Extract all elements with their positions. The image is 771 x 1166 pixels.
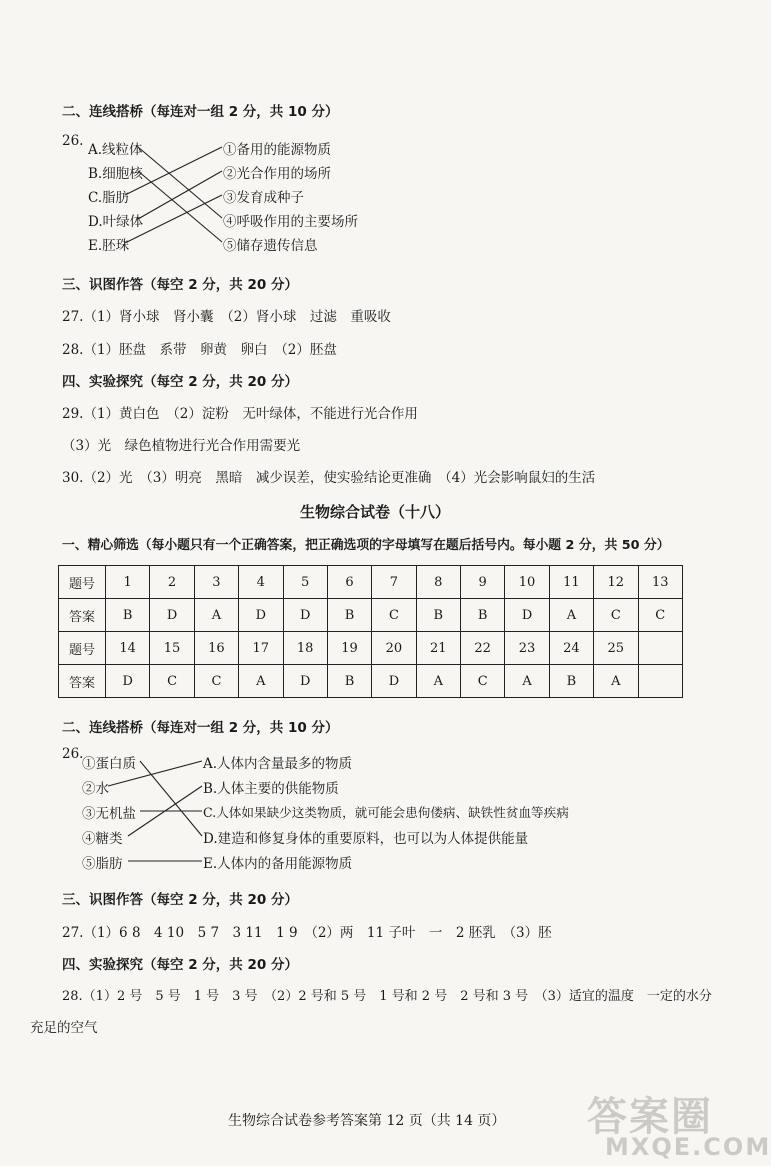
- link-sugar-to-b: [128, 786, 202, 836]
- table-cell: D: [239, 599, 283, 632]
- table-cell: D: [283, 599, 327, 632]
- match-left-a1: A.线粒体: [88, 142, 143, 158]
- table-cell: A: [194, 599, 238, 632]
- table-cell: 15: [150, 632, 194, 665]
- match-right-b1: A.人体内含量最多的物质: [203, 756, 353, 772]
- watermark-line1: 答案圈: [587, 1094, 713, 1140]
- table-cell: D: [106, 665, 150, 698]
- watermark-logo: [585, 1085, 771, 1165]
- match-left-b2: ②水: [82, 781, 109, 797]
- link-d-to-2: [138, 171, 222, 219]
- table-cell: 22: [461, 632, 505, 665]
- match-right-a4: ④呼吸作用的主要场所: [223, 214, 358, 230]
- table-cell: 3: [194, 566, 238, 599]
- match-left-a2: B.细胞核: [88, 166, 143, 182]
- match-right-b3: C.人体如果缺少这类物质，就可能会患佝偻病、缺铁性贫血等疾病: [203, 805, 569, 820]
- table-cell: A: [594, 665, 638, 698]
- table-cell: 12: [594, 566, 638, 599]
- table-cell: D: [150, 599, 194, 632]
- match-left-b1: ①蛋白质: [82, 756, 136, 772]
- table-cell: B: [416, 599, 460, 632]
- table-row: [59, 665, 683, 698]
- table-cell: 24: [549, 632, 593, 665]
- match-left-a5: E.胚珠: [88, 238, 130, 254]
- question-26-number-a: 26.: [62, 133, 84, 149]
- match-left-a3: C.脂肪: [88, 190, 130, 206]
- match-right-a2: ②光合作用的场所: [223, 166, 331, 182]
- match-right-a1: ①备用的能源物质: [223, 142, 331, 158]
- table-cell: B: [327, 599, 371, 632]
- table-row: [59, 566, 683, 599]
- match-left-b4: ④糖类: [82, 831, 123, 847]
- table-cell: 7: [372, 566, 416, 599]
- table-cell: 13: [638, 566, 683, 599]
- table-cell: 9: [461, 566, 505, 599]
- table-cell: B: [549, 665, 593, 698]
- table-cell: 8: [416, 566, 460, 599]
- table-cell: A: [416, 665, 460, 698]
- table-cell: 6: [327, 566, 371, 599]
- question-27-a: 27.（1）肾小球 肾小囊 （2）肾小球 过滤 重吸收: [62, 309, 391, 325]
- table-cell: [638, 665, 683, 698]
- table-cell: 10: [505, 566, 549, 599]
- table-cell: D: [283, 665, 327, 698]
- table-cell: 5: [283, 566, 327, 599]
- watermark-line2: MXQE.COM: [605, 1133, 771, 1161]
- table-cell: 2: [150, 566, 194, 599]
- row-label-answer: 答案: [59, 599, 106, 632]
- table-cell: 20: [372, 632, 416, 665]
- table-cell: C: [461, 665, 505, 698]
- table-cell: [638, 632, 683, 665]
- match-right-b5: E.人体内的备用能源物质: [203, 856, 353, 872]
- question-29-line2: （3）光 绿色植物进行光合作用需要光: [62, 438, 301, 454]
- matching-heading-b: 二、连线搭桥（每连对一组 2 分，共 10 分）: [62, 720, 339, 736]
- table-cell: C: [150, 665, 194, 698]
- table-cell: D: [372, 665, 416, 698]
- match-left-b5: ⑤脂肪: [82, 856, 123, 872]
- table-cell: 19: [327, 632, 371, 665]
- table-cell: 25: [594, 632, 638, 665]
- table-cell: 14: [106, 632, 150, 665]
- question-28-b-line2: 充足的空气: [30, 1020, 98, 1036]
- table-cell: A: [239, 665, 283, 698]
- experiment-heading-a: 四、实验探究（每空 2 分，共 20 分）: [62, 374, 298, 390]
- question-28-b-line1: 28.（1）2 号 5 号 1 号 3 号 （2）2 号和 5 号 1 号和 2 号 2 号和 3 号 （3）适宜的温度 一定的水分: [62, 989, 712, 1004]
- answer-table: [58, 565, 683, 698]
- table-cell: B: [327, 665, 371, 698]
- question-29-line1: 29.（1）黄白色 （2）淀粉 无叶绿体，不能进行光合作用: [62, 406, 418, 422]
- table-cell: 21: [416, 632, 460, 665]
- table-cell: 17: [239, 632, 283, 665]
- table-cell: 18: [283, 632, 327, 665]
- row-label-question: 题号: [59, 632, 106, 665]
- match-right-b4: D.建造和修复身体的重要原料，也可以为人体提供能量: [203, 831, 529, 847]
- row-label-question: 题号: [59, 566, 106, 599]
- question-28-a: 28.（1）胚盘 系带 卵黄 卵白 （2）胚盘: [62, 342, 337, 358]
- question-26-number-b: 26.: [62, 746, 84, 762]
- link-a1-to-4: [138, 147, 222, 218]
- table-cell: 4: [239, 566, 283, 599]
- match-left-a4: D.叶绿体: [88, 214, 144, 230]
- match-right-a3: ③发育成种子: [223, 190, 304, 206]
- question-30: 30.（2）光 （3）明亮 黑暗 减少误差，使实验结论更准确 （4）光会影响鼠妇的生活: [62, 470, 596, 486]
- table-cell: C: [194, 665, 238, 698]
- diagram-heading-a: 三、识图作答（每空 2 分，共 20 分）: [62, 277, 298, 293]
- table-cell: 16: [194, 632, 238, 665]
- page-footer: 生物综合试卷参考答案第 12 页（共 14 页）: [228, 1113, 506, 1129]
- table-cell: A: [549, 599, 593, 632]
- link-protein-to-d: [140, 761, 202, 836]
- choice-heading: 一、精心筛选（每小题只有一个正确答案，把正确选项的字母填写在题后括号内。每小题 2 分，共 50 分）: [62, 538, 670, 553]
- table-cell: 23: [505, 632, 549, 665]
- experiment-heading-b: 四、实验探究（每空 2 分，共 20 分）: [62, 957, 298, 973]
- table-cell: B: [461, 599, 505, 632]
- table-cell: B: [106, 599, 150, 632]
- table-row: [59, 632, 683, 665]
- table-cell: A: [505, 665, 549, 698]
- question-27-b: 27.（1）6 8 4 10 5 7 3 11 1 9 （2）两 11 子叶 一 2 胚乳 （3）胚: [62, 925, 552, 941]
- table-cell: C: [372, 599, 416, 632]
- match-left-b3: ③无机盐: [82, 806, 136, 822]
- table-cell: 11: [549, 566, 593, 599]
- table-cell: C: [638, 599, 683, 632]
- table-cell: D: [505, 599, 549, 632]
- link-b-to-5: [138, 171, 222, 242]
- table-cell: 1: [106, 566, 150, 599]
- matching-heading-a: 二、连线搭桥（每连对一组 2 分，共 10 分）: [62, 104, 339, 120]
- table-row: [59, 599, 683, 632]
- diagram-heading-b: 三、识图作答（每空 2 分，共 20 分）: [62, 892, 298, 908]
- match-right-a5: ⑤储存遗传信息: [223, 238, 318, 254]
- match-right-b2: B.人体主要的供能物质: [203, 781, 339, 797]
- table-cell: C: [594, 599, 638, 632]
- paper-title: 生物综合试卷（十八）: [300, 503, 451, 521]
- row-label-answer: 答案: [59, 665, 106, 698]
